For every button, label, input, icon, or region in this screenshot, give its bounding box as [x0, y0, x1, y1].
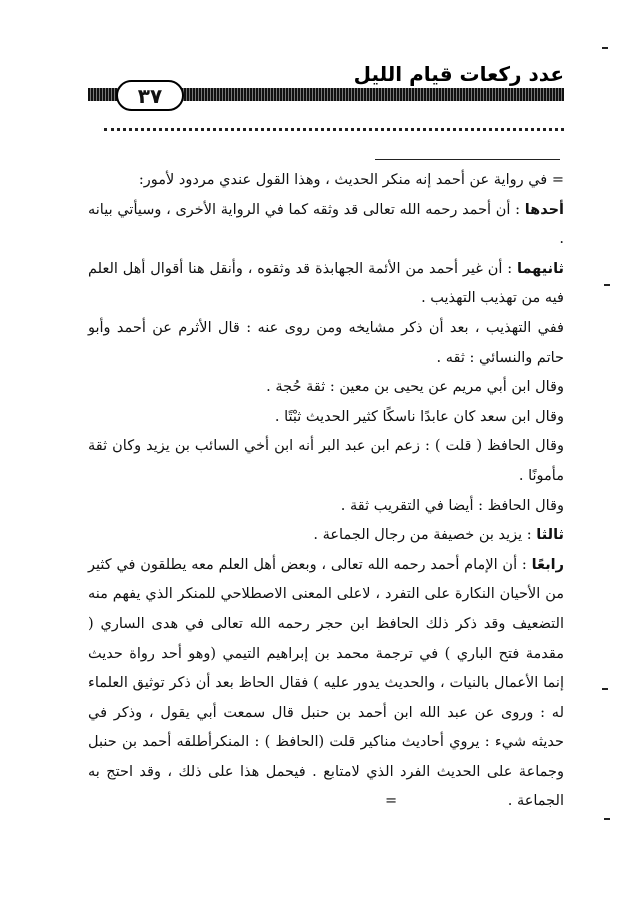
- paragraph-text: = في رواية عن أحمد إنه منكر الحديث ، وهذا القول عندي مردود لأمور:: [138, 172, 564, 188]
- margin-mark: [604, 818, 610, 820]
- paragraph-text: : أن الإمام أحمد رحمه الله تعالى ، وبعض أهل العلم معه يطلقون في كثير من الأحيان النكارة على التفرد ، لاعلى المعنى الاصطلاحي للمنكر الذي يفهم منه التضعيف وقد ذكر ذلك الحافظ ابن حجر رحمه الله تعالى في هدى الساري ( مقدمة فتح الباري ) في ترجمة محمد بن إبراهيم التيمي (وهو أحد رواة حديث إنما الأعمال بالنيات ، والحديث يدور عليه ) فقال الحاظ بعد أن ذكر توثيق العلماء له : وروى عن عبد الله ابن أحمد بن حنبل قال سمعت أبي يقول ، وذكر في حديثه شيء : يروي أحاديث مناكير قلت (الحافظ ) : المنكرأطلقه أحمد بن حنبل وجماعة على الحديث الفرد الذي لامتابع . فيحمل هذا على ذلك ، وقد احتج به الجماعة .: [88, 556, 564, 810]
- paragraph-text: ففي التهذيب ، بعد أن ذكر مشايخه ومن روى عنه : قال الأثرم عن أحمد وأبو حاتم والنسائي : ثقه .: [88, 319, 564, 366]
- margin-mark: [602, 688, 608, 690]
- paragraph: [88, 492, 564, 522]
- paragraph-text: : أن أحمد رحمه الله تعالى قد وثقه كما في الرواية الأخرى ، وسيأتي بيانه .: [88, 201, 564, 248]
- page-number: ٣٧: [116, 80, 184, 111]
- paragraph: [88, 196, 564, 255]
- paragraph-lead: ثانيهما: [517, 260, 564, 277]
- paragraph: [88, 432, 564, 491]
- paragraph-text: وقال الحافظ : أيضا في التقريب ثقة .: [340, 497, 564, 514]
- paragraph: [88, 403, 564, 433]
- paragraph: [88, 255, 564, 314]
- paragraph-text: وقال الحافظ ( قلت ) : زعم ابن عبد البر أنه ابن أخي السائب بن يزيد وكان ثقة مأمونًا .: [88, 438, 564, 484]
- continuation-mark: =: [384, 793, 398, 810]
- paragraph-text: وقال ابن سعد كان عابدًا ناسكًا كثير الحديث ثبْتًا .: [274, 408, 564, 425]
- paragraph: [88, 551, 564, 817]
- paragraph: [88, 166, 564, 196]
- running-title: عدد ركعات قيام الليل: [353, 62, 564, 86]
- footnote-rule: [375, 159, 560, 160]
- paragraph: [88, 314, 564, 373]
- paragraph-text: : يزيد بن خصيفة من رجال الجماعة .: [313, 527, 537, 544]
- text-body: [88, 166, 564, 817]
- paragraph-text: وقال ابن أبي مريم عن يحيى بن معين : ثقة حُجة .: [266, 379, 564, 396]
- paragraph-lead: أحدها: [524, 201, 564, 218]
- paragraph-lead: ثالثا: [536, 527, 564, 544]
- paragraph: [88, 373, 564, 403]
- paragraph-lead: رابعًا: [531, 556, 564, 573]
- margin-mark: [604, 284, 610, 286]
- margin-mark: [602, 47, 608, 49]
- paragraph: [88, 521, 564, 551]
- paragraph-text: : أن غير أحمد من الأئمة الجهابذة قد وثقوه ، وأنقل هنا أقوال أهل العلم فيه من تهذيب التهذيب .: [88, 260, 564, 307]
- dotted-separator: [104, 128, 564, 131]
